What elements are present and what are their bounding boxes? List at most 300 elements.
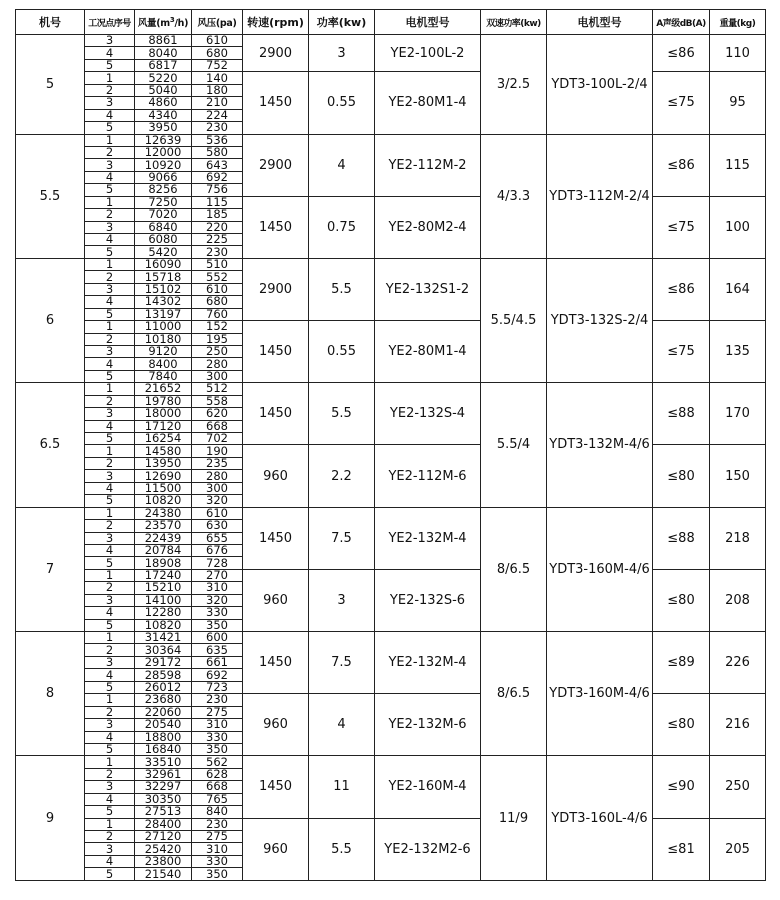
power-cell: 0.55	[309, 321, 375, 383]
pressure-cell: 300	[192, 370, 243, 382]
motor-cell: YE2-132M-6	[375, 694, 481, 756]
noise-cell: ≤81	[653, 818, 710, 880]
flow-cell: 27120	[135, 831, 192, 843]
pressure-cell: 230	[192, 694, 243, 706]
point-number-cell: 4	[85, 296, 135, 308]
speed-cell: 1450	[243, 321, 309, 383]
dual-motor-cell: YDT3-132M-4/6	[547, 383, 653, 507]
flow-cell: 11500	[135, 482, 192, 494]
weight-cell: 95	[710, 72, 766, 134]
weight-cell: 208	[710, 569, 766, 631]
dual-motor-cell: YDT3-100L-2/4	[547, 35, 653, 135]
pressure-cell: 280	[192, 470, 243, 482]
flow-cell: 14302	[135, 296, 192, 308]
flow-cell: 22060	[135, 706, 192, 718]
header-flow	[135, 10, 192, 35]
pressure-cell: 310	[192, 843, 243, 855]
speed-cell: 960	[243, 445, 309, 507]
point-number-cell: 3	[85, 221, 135, 233]
model-number-cell: 6	[16, 258, 85, 382]
pressure-cell: 275	[192, 831, 243, 843]
flow-cell: 6817	[135, 59, 192, 71]
pressure-cell: 220	[192, 221, 243, 233]
flow-cell: 12639	[135, 134, 192, 146]
flow-cell: 27513	[135, 806, 192, 818]
flow-cell: 7840	[135, 370, 192, 382]
flow-cell: 23800	[135, 855, 192, 867]
flow-cell: 4860	[135, 97, 192, 109]
flow-cell: 16840	[135, 743, 192, 755]
motor-cell: YE2-100L-2	[375, 35, 481, 72]
dual-power-cell: 8/6.5	[481, 507, 547, 631]
flow-cell: 28400	[135, 818, 192, 830]
flow-cell: 8040	[135, 47, 192, 59]
flow-cell: 5220	[135, 72, 192, 84]
pressure-cell: 140	[192, 72, 243, 84]
weight-cell: 170	[710, 383, 766, 445]
pressure-cell: 330	[192, 607, 243, 619]
flow-cell: 29172	[135, 656, 192, 668]
header-point: 工况点序号	[85, 10, 135, 35]
point-number-cell: 2	[85, 146, 135, 158]
model-number-cell: 7	[16, 507, 85, 631]
weight-cell: 115	[710, 134, 766, 196]
point-number-cell: 4	[85, 793, 135, 805]
flow-cell: 17240	[135, 569, 192, 581]
pressure-cell: 230	[192, 818, 243, 830]
point-number-cell: 2	[85, 271, 135, 283]
pressure-cell: 310	[192, 582, 243, 594]
flow-cell: 26012	[135, 681, 192, 693]
dual-motor-cell: YDT3-112M-2/4	[547, 134, 653, 258]
dual-power-cell: 11/9	[481, 756, 547, 880]
pressure-cell: 692	[192, 669, 243, 681]
point-number-cell: 5	[85, 122, 135, 134]
table-header	[16, 10, 766, 35]
weight-cell: 218	[710, 507, 766, 569]
motor-cell: YE2-132S-6	[375, 569, 481, 631]
power-cell: 4	[309, 694, 375, 756]
pressure-cell: 552	[192, 271, 243, 283]
dual-power-cell: 8/6.5	[481, 632, 547, 756]
point-number-cell: 4	[85, 234, 135, 246]
header-flow-text: 风量(m	[137, 18, 170, 29]
noise-cell: ≤75	[653, 72, 710, 134]
flow-cell: 8861	[135, 35, 192, 47]
motor-cell: YE2-132M-4	[375, 507, 481, 569]
flow-cell: 14100	[135, 594, 192, 606]
table-row	[16, 818, 766, 830]
power-cell: 5.5	[309, 258, 375, 320]
speed-cell: 1450	[243, 756, 309, 818]
flow-cell: 30364	[135, 644, 192, 656]
power-cell: 3	[309, 569, 375, 631]
flow-cell: 14580	[135, 445, 192, 457]
point-number-cell: 3	[85, 532, 135, 544]
pressure-cell: 320	[192, 594, 243, 606]
header-model: 机号	[16, 10, 85, 35]
flow-cell: 8256	[135, 184, 192, 196]
table-row	[16, 445, 766, 457]
flow-cell: 10920	[135, 159, 192, 171]
point-number-cell: 4	[85, 171, 135, 183]
noise-cell: ≤90	[653, 756, 710, 818]
pressure-cell: 676	[192, 544, 243, 556]
point-number-cell: 3	[85, 159, 135, 171]
weight-cell: 226	[710, 632, 766, 694]
table-row	[16, 196, 766, 208]
power-cell: 11	[309, 756, 375, 818]
flow-cell: 18908	[135, 557, 192, 569]
pressure-cell: 562	[192, 756, 243, 768]
pressure-cell: 330	[192, 731, 243, 743]
table-row	[16, 694, 766, 706]
power-cell: 7.5	[309, 507, 375, 569]
point-number-cell: 5	[85, 619, 135, 631]
point-number-cell: 2	[85, 84, 135, 96]
pressure-cell: 115	[192, 196, 243, 208]
dual-motor-cell: YDT3-160M-4/6	[547, 507, 653, 631]
flow-cell: 15718	[135, 271, 192, 283]
header-speed: 转速(rpm)	[243, 10, 309, 35]
flow-cell: 6840	[135, 221, 192, 233]
pressure-cell: 840	[192, 806, 243, 818]
pressure-cell: 728	[192, 557, 243, 569]
flow-cell: 31421	[135, 632, 192, 644]
table-row	[16, 383, 766, 395]
point-number-cell: 1	[85, 134, 135, 146]
speed-cell: 1450	[243, 507, 309, 569]
header-motor: 电机型号	[375, 10, 481, 35]
point-number-cell: 4	[85, 544, 135, 556]
power-cell: 3	[309, 35, 375, 72]
pressure-cell: 230	[192, 122, 243, 134]
flow-cell: 20784	[135, 544, 192, 556]
motor-cell: YE2-112M-2	[375, 134, 481, 196]
pressure-cell: 635	[192, 644, 243, 656]
motor-cell: YE2-80M1-4	[375, 72, 481, 134]
point-number-cell: 3	[85, 345, 135, 357]
pressure-cell: 330	[192, 855, 243, 867]
motor-cell: YE2-132M2-6	[375, 818, 481, 880]
flow-cell: 6080	[135, 234, 192, 246]
table-row	[16, 632, 766, 644]
point-number-cell: 1	[85, 196, 135, 208]
pressure-cell: 643	[192, 159, 243, 171]
model-number-cell: 5.5	[16, 134, 85, 258]
pressure-cell: 558	[192, 395, 243, 407]
table-row	[16, 134, 766, 146]
power-cell: 5.5	[309, 383, 375, 445]
noise-cell: ≤75	[653, 321, 710, 383]
model-number-cell: 6.5	[16, 383, 85, 507]
pressure-cell: 661	[192, 656, 243, 668]
pressure-cell: 620	[192, 408, 243, 420]
flow-cell: 10820	[135, 495, 192, 507]
point-number-cell: 2	[85, 457, 135, 469]
flow-cell: 24380	[135, 507, 192, 519]
pressure-cell: 536	[192, 134, 243, 146]
pressure-cell: 350	[192, 868, 243, 880]
pressure-cell: 180	[192, 84, 243, 96]
pressure-cell: 152	[192, 321, 243, 333]
point-number-cell: 4	[85, 109, 135, 121]
flow-cell: 19780	[135, 395, 192, 407]
point-number-cell: 1	[85, 694, 135, 706]
pressure-cell: 270	[192, 569, 243, 581]
pressure-cell: 512	[192, 383, 243, 395]
flow-cell: 22439	[135, 532, 192, 544]
point-number-cell: 4	[85, 482, 135, 494]
point-number-cell: 4	[85, 855, 135, 867]
table-body	[16, 35, 766, 881]
header-power: 功率(kw)	[309, 10, 375, 35]
point-number-cell: 2	[85, 706, 135, 718]
motor-cell: YE2-112M-6	[375, 445, 481, 507]
point-number-cell: 1	[85, 569, 135, 581]
point-number-cell: 4	[85, 607, 135, 619]
point-number-cell: 2	[85, 395, 135, 407]
header-weight: 重量(kg)	[710, 10, 766, 35]
power-cell: 7.5	[309, 632, 375, 694]
power-cell: 5.5	[309, 818, 375, 880]
table-row	[16, 72, 766, 84]
header-noise: A声级dB(A)	[653, 10, 710, 35]
point-number-cell: 5	[85, 59, 135, 71]
pressure-cell: 765	[192, 793, 243, 805]
speed-cell: 960	[243, 818, 309, 880]
flow-cell: 16254	[135, 433, 192, 445]
noise-cell: ≤80	[653, 569, 710, 631]
point-number-cell: 5	[85, 308, 135, 320]
speed-cell: 1450	[243, 632, 309, 694]
power-cell: 0.75	[309, 196, 375, 258]
noise-cell: ≤86	[653, 134, 710, 196]
dual-power-cell: 5.5/4.5	[481, 258, 547, 382]
flow-cell: 12280	[135, 607, 192, 619]
point-number-cell: 5	[85, 246, 135, 258]
pressure-cell: 230	[192, 246, 243, 258]
pressure-cell: 320	[192, 495, 243, 507]
dual-motor-cell: YDT3-160M-4/6	[547, 632, 653, 756]
flow-cell: 12690	[135, 470, 192, 482]
pressure-cell: 210	[192, 97, 243, 109]
flow-cell: 18000	[135, 408, 192, 420]
pressure-cell: 235	[192, 457, 243, 469]
flow-cell: 13197	[135, 308, 192, 320]
flow-cell: 3950	[135, 122, 192, 134]
speed-cell: 2900	[243, 258, 309, 320]
pressure-cell: 610	[192, 283, 243, 295]
pressure-cell: 350	[192, 619, 243, 631]
table-row	[16, 569, 766, 581]
point-number-cell: 5	[85, 433, 135, 445]
pressure-cell: 692	[192, 171, 243, 183]
flow-cell: 9066	[135, 171, 192, 183]
flow-cell: 11000	[135, 321, 192, 333]
table-row	[16, 507, 766, 519]
point-number-cell: 3	[85, 283, 135, 295]
flow-cell: 10180	[135, 333, 192, 345]
point-number-cell: 5	[85, 868, 135, 880]
point-number-cell: 1	[85, 818, 135, 830]
motor-cell: YE2-132S1-2	[375, 258, 481, 320]
header-pressure: 风压(pa)	[192, 10, 243, 35]
pressure-cell: 195	[192, 333, 243, 345]
noise-cell: ≤88	[653, 383, 710, 445]
weight-cell: 250	[710, 756, 766, 818]
point-number-cell: 3	[85, 781, 135, 793]
header-flow-tail: /h)	[174, 18, 189, 29]
point-number-cell: 3	[85, 843, 135, 855]
noise-cell: ≤80	[653, 445, 710, 507]
flow-cell: 12000	[135, 146, 192, 158]
table-row	[16, 258, 766, 270]
point-number-cell: 5	[85, 743, 135, 755]
point-number-cell: 1	[85, 507, 135, 519]
pressure-cell: 510	[192, 258, 243, 270]
flow-cell: 25420	[135, 843, 192, 855]
weight-cell: 216	[710, 694, 766, 756]
flow-cell: 13950	[135, 457, 192, 469]
pressure-cell: 630	[192, 520, 243, 532]
pressure-cell: 190	[192, 445, 243, 457]
weight-cell: 110	[710, 35, 766, 72]
point-number-cell: 2	[85, 209, 135, 221]
pressure-cell: 280	[192, 358, 243, 370]
point-number-cell: 1	[85, 445, 135, 457]
pressure-cell: 310	[192, 719, 243, 731]
pressure-cell: 680	[192, 47, 243, 59]
point-number-cell: 3	[85, 594, 135, 606]
dual-power-cell: 5.5/4	[481, 383, 547, 507]
pressure-cell: 185	[192, 209, 243, 221]
point-number-cell: 3	[85, 719, 135, 731]
speed-cell: 1450	[243, 383, 309, 445]
flow-cell: 7020	[135, 209, 192, 221]
header-flow-sup: 3	[169, 15, 175, 24]
pressure-cell: 275	[192, 706, 243, 718]
point-number-cell: 4	[85, 669, 135, 681]
point-number-cell: 2	[85, 768, 135, 780]
point-number-cell: 2	[85, 333, 135, 345]
point-number-cell: 3	[85, 470, 135, 482]
motor-cell: YE2-80M1-4	[375, 321, 481, 383]
flow-cell: 10820	[135, 619, 192, 631]
pressure-cell: 752	[192, 59, 243, 71]
point-number-cell: 5	[85, 495, 135, 507]
flow-cell: 30350	[135, 793, 192, 805]
pressure-cell: 668	[192, 781, 243, 793]
fan-performance-table	[15, 9, 766, 881]
dual-power-cell: 3/2.5	[481, 35, 547, 135]
pressure-cell: 610	[192, 507, 243, 519]
pressure-cell: 628	[192, 768, 243, 780]
flow-cell: 21652	[135, 383, 192, 395]
flow-cell: 9120	[135, 345, 192, 357]
point-number-cell: 1	[85, 258, 135, 270]
point-number-cell: 1	[85, 756, 135, 768]
flow-cell: 16090	[135, 258, 192, 270]
pressure-cell: 756	[192, 184, 243, 196]
speed-cell: 960	[243, 694, 309, 756]
pressure-cell: 350	[192, 743, 243, 755]
pressure-cell: 250	[192, 345, 243, 357]
point-number-cell: 5	[85, 681, 135, 693]
point-number-cell: 2	[85, 644, 135, 656]
pressure-cell: 760	[192, 308, 243, 320]
pressure-cell: 610	[192, 35, 243, 47]
point-number-cell: 1	[85, 632, 135, 644]
flow-cell: 15210	[135, 582, 192, 594]
pressure-cell: 300	[192, 482, 243, 494]
flow-cell: 7250	[135, 196, 192, 208]
flow-cell: 28598	[135, 669, 192, 681]
flow-cell: 5040	[135, 84, 192, 96]
speed-cell: 2900	[243, 35, 309, 72]
flow-cell: 15102	[135, 283, 192, 295]
model-number-cell: 9	[16, 756, 85, 880]
dual-motor-cell: YDT3-160L-4/6	[547, 756, 653, 880]
flow-cell: 20540	[135, 719, 192, 731]
point-number-cell: 5	[85, 557, 135, 569]
speed-cell: 1450	[243, 196, 309, 258]
flow-cell: 5420	[135, 246, 192, 258]
point-number-cell: 1	[85, 321, 135, 333]
pressure-cell: 224	[192, 109, 243, 121]
point-number-cell: 1	[85, 72, 135, 84]
table-row	[16, 321, 766, 333]
flow-cell: 33510	[135, 756, 192, 768]
weight-cell: 135	[710, 321, 766, 383]
point-number-cell: 2	[85, 831, 135, 843]
pressure-cell: 723	[192, 681, 243, 693]
power-cell: 4	[309, 134, 375, 196]
pressure-cell: 225	[192, 234, 243, 246]
point-number-cell: 3	[85, 97, 135, 109]
header-row	[16, 10, 766, 35]
noise-cell: ≤86	[653, 35, 710, 72]
speed-cell: 1450	[243, 72, 309, 134]
noise-cell: ≤80	[653, 694, 710, 756]
pressure-cell: 580	[192, 146, 243, 158]
dual-power-cell: 4/3.3	[481, 134, 547, 258]
pressure-cell: 655	[192, 532, 243, 544]
noise-cell: ≤88	[653, 507, 710, 569]
pressure-cell: 680	[192, 296, 243, 308]
flow-cell: 21540	[135, 868, 192, 880]
point-number-cell: 4	[85, 47, 135, 59]
motor-cell: YE2-132M-4	[375, 632, 481, 694]
motor-cell: YE2-160M-4	[375, 756, 481, 818]
point-number-cell: 5	[85, 184, 135, 196]
point-number-cell: 3	[85, 35, 135, 47]
weight-cell: 150	[710, 445, 766, 507]
noise-cell: ≤86	[653, 258, 710, 320]
speed-cell: 960	[243, 569, 309, 631]
flow-cell: 8400	[135, 358, 192, 370]
weight-cell: 164	[710, 258, 766, 320]
flow-cell: 17120	[135, 420, 192, 432]
power-cell: 0.55	[309, 72, 375, 134]
table-row	[16, 756, 766, 768]
pressure-cell: 702	[192, 433, 243, 445]
noise-cell: ≤89	[653, 632, 710, 694]
point-number-cell: 2	[85, 520, 135, 532]
point-number-cell: 5	[85, 806, 135, 818]
weight-cell: 205	[710, 818, 766, 880]
table-row	[16, 35, 766, 47]
